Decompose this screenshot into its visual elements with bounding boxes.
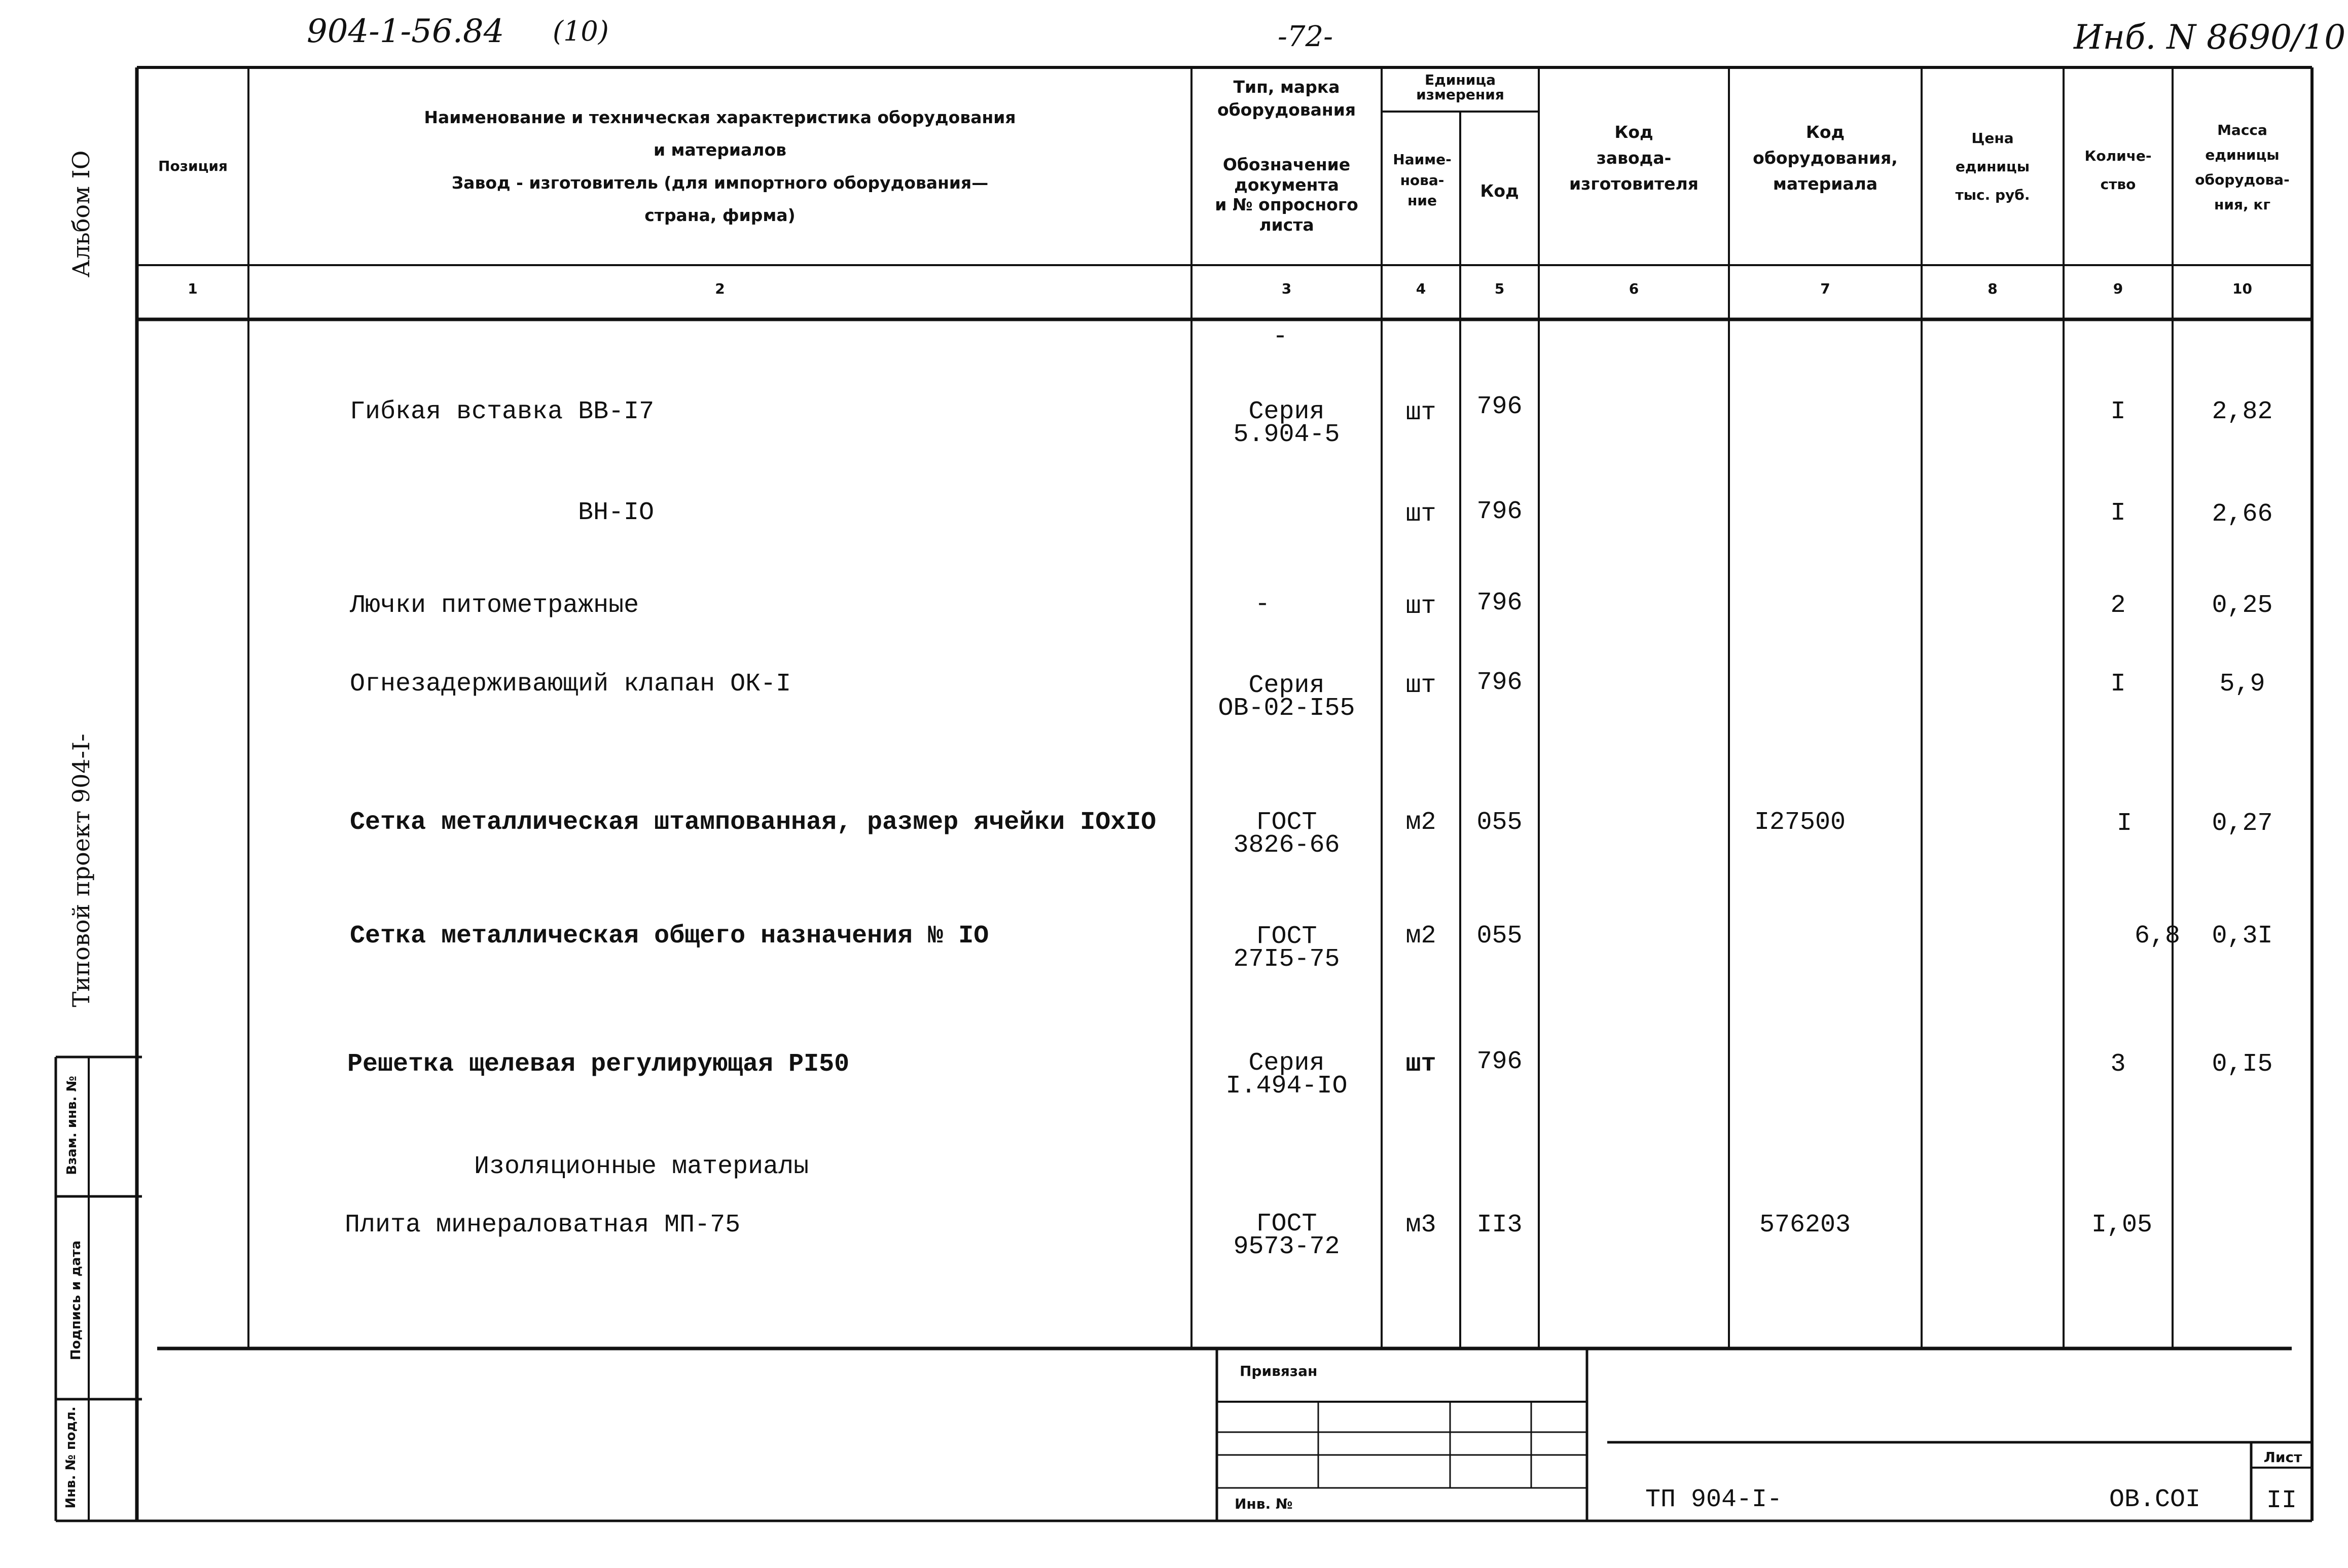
- sheet-ref-handwritten: (10): [553, 15, 609, 47]
- header-mass: Масса единицы оборудова- ния, кг: [2195, 122, 2290, 213]
- row-6-name: Сетка металлическая общего назначения № IO: [350, 922, 989, 951]
- header-type: Тип, марка оборудования: [1217, 77, 1356, 120]
- section-heading-insulation: Изоляционные материалы: [474, 1152, 809, 1181]
- row-5-qty: I: [2116, 809, 2132, 838]
- row-5-material-code: I27500: [1754, 808, 1846, 837]
- header-unit-group: Единица измерения: [1416, 71, 1504, 103]
- row-9-material-code: 576203: [1759, 1211, 1851, 1239]
- row-1-doc: Серия 5.904-5: [1233, 397, 1340, 449]
- page-number: -72-: [1278, 20, 1333, 53]
- project-label: Типовой проект 904-I-: [67, 734, 95, 1007]
- row-4-mass: 5,9: [2219, 670, 2265, 699]
- col-num-2: 2: [715, 280, 725, 297]
- row-4-qty: I: [2110, 670, 2126, 699]
- col-num-4: 4: [1416, 280, 1426, 297]
- col-num-3: 3: [1281, 280, 1292, 297]
- row-1-qty: I: [2110, 397, 2126, 426]
- header-factory-code: Код завода- изготовителя: [1569, 122, 1699, 194]
- row-3-qty: 2: [2110, 591, 2126, 620]
- col-num-9: 9: [2113, 280, 2123, 297]
- row-5-code: 055: [1476, 808, 1523, 837]
- doc-code: ТП 904-I-: [1645, 1485, 1783, 1514]
- row-7-code: 796: [1476, 1047, 1523, 1076]
- row-1-name: Гибкая вставка ВВ-I7: [350, 397, 655, 426]
- row-2-code: 796: [1476, 497, 1523, 526]
- row-2-mass: 2,66: [2212, 500, 2273, 529]
- row-3-name: Лючки питометражные: [350, 591, 639, 620]
- row-7-mass: 0,I5: [2212, 1050, 2273, 1079]
- row-4-doc: Серия ОВ-02-I55: [1218, 671, 1355, 723]
- row-9-name: Плита минераловатная МП-75: [345, 1211, 741, 1239]
- row-5-mass: 0,27: [2212, 809, 2273, 838]
- row-6-code: 055: [1476, 922, 1523, 951]
- header-material-code: Код оборудования, материала: [1753, 122, 1898, 194]
- header-price: Цена единицы тыс. руб.: [1955, 130, 2030, 203]
- row-9-code: II3: [1476, 1211, 1523, 1239]
- row-6-qty: 6,8: [2134, 922, 2180, 951]
- stamp-inv-original: Инв. № подл.: [63, 1406, 79, 1509]
- row-5-name: Сетка металлическая штампованная, размер ячейки IOxIO: [350, 808, 1157, 837]
- album-label: Альбом IO: [67, 150, 95, 278]
- row-5-unit: м2: [1405, 808, 1436, 837]
- row-7-doc: Серия I.494-IO: [1225, 1049, 1348, 1101]
- stamp-vzam-inv: Взам. инв. №: [64, 1076, 80, 1175]
- row-6-mass: 0,3I: [2212, 922, 2273, 951]
- header-unit-code: Код: [1480, 181, 1519, 201]
- row-2-unit: шт: [1405, 500, 1436, 529]
- row-3-unit: шт: [1405, 592, 1436, 621]
- row-9-doc: ГОСТ 9573-72: [1233, 1210, 1340, 1261]
- sheet-label: Лист: [2263, 1449, 2302, 1466]
- row-4-name: Огнезадерживающий клапан ОК-I: [350, 670, 791, 699]
- header-document: Обозначение документа и № опросного листа: [1215, 155, 1358, 235]
- stamp-signature-date: Подпись и дата: [68, 1240, 84, 1361]
- row-6-unit: м2: [1405, 922, 1436, 951]
- col-num-6: 6: [1629, 280, 1639, 297]
- row-1-code: 796: [1476, 392, 1523, 421]
- row-2-qty: I: [2110, 499, 2126, 528]
- col-num-7: 7: [1820, 280, 1830, 297]
- row-4-code: 796: [1476, 668, 1523, 697]
- doc-mark: ОВ.СОI: [2109, 1485, 2201, 1514]
- top-dash: -: [1273, 322, 1288, 351]
- row-9-unit: м3: [1405, 1211, 1436, 1239]
- row-4-unit: шт: [1405, 671, 1436, 700]
- col-num-1: 1: [188, 280, 198, 297]
- row-7-unit: шт: [1405, 1050, 1436, 1079]
- row-9-qty: I,05: [2091, 1211, 2153, 1239]
- row-3-mass: 0,25: [2212, 591, 2273, 620]
- header-quantity: Количе- ство: [2084, 148, 2152, 193]
- row-2-name: ВН-IО: [578, 498, 655, 527]
- col-num-5: 5: [1494, 280, 1505, 297]
- sheet-number: II: [2266, 1486, 2297, 1515]
- privyazan-label: Привязан: [1240, 1363, 1318, 1379]
- row-3-doc: -: [1254, 590, 1270, 619]
- col-num-8: 8: [1988, 280, 1998, 297]
- row-6-doc: ГОСТ 27I5-75: [1233, 922, 1340, 974]
- row-5-doc: ГОСТ 3826-66: [1233, 808, 1340, 860]
- project-code-handwritten: 904-1-56.84: [307, 13, 504, 50]
- header-name: Наименование и техническая характеристика оборудования и материалов Завод - изготовитель (для импортного оборудования— страна, фирма): [424, 107, 1016, 226]
- row-1-unit: шт: [1405, 398, 1436, 427]
- row-7-qty: 3: [2110, 1050, 2126, 1079]
- inventory-number-handwritten: Инб. N 8690/10: [2074, 18, 2346, 57]
- row-7-name: Решетка щелевая регулирующая РI50: [347, 1050, 850, 1079]
- header-unit-name: Наиме- нова- ние: [1393, 151, 1452, 209]
- header-position: Позиция: [158, 158, 228, 174]
- row-1-mass: 2,82: [2212, 397, 2273, 426]
- col-num-10: 10: [2232, 280, 2252, 297]
- inv-no-label: Инв. №: [1235, 1496, 1293, 1512]
- row-3-code: 796: [1476, 589, 1523, 617]
